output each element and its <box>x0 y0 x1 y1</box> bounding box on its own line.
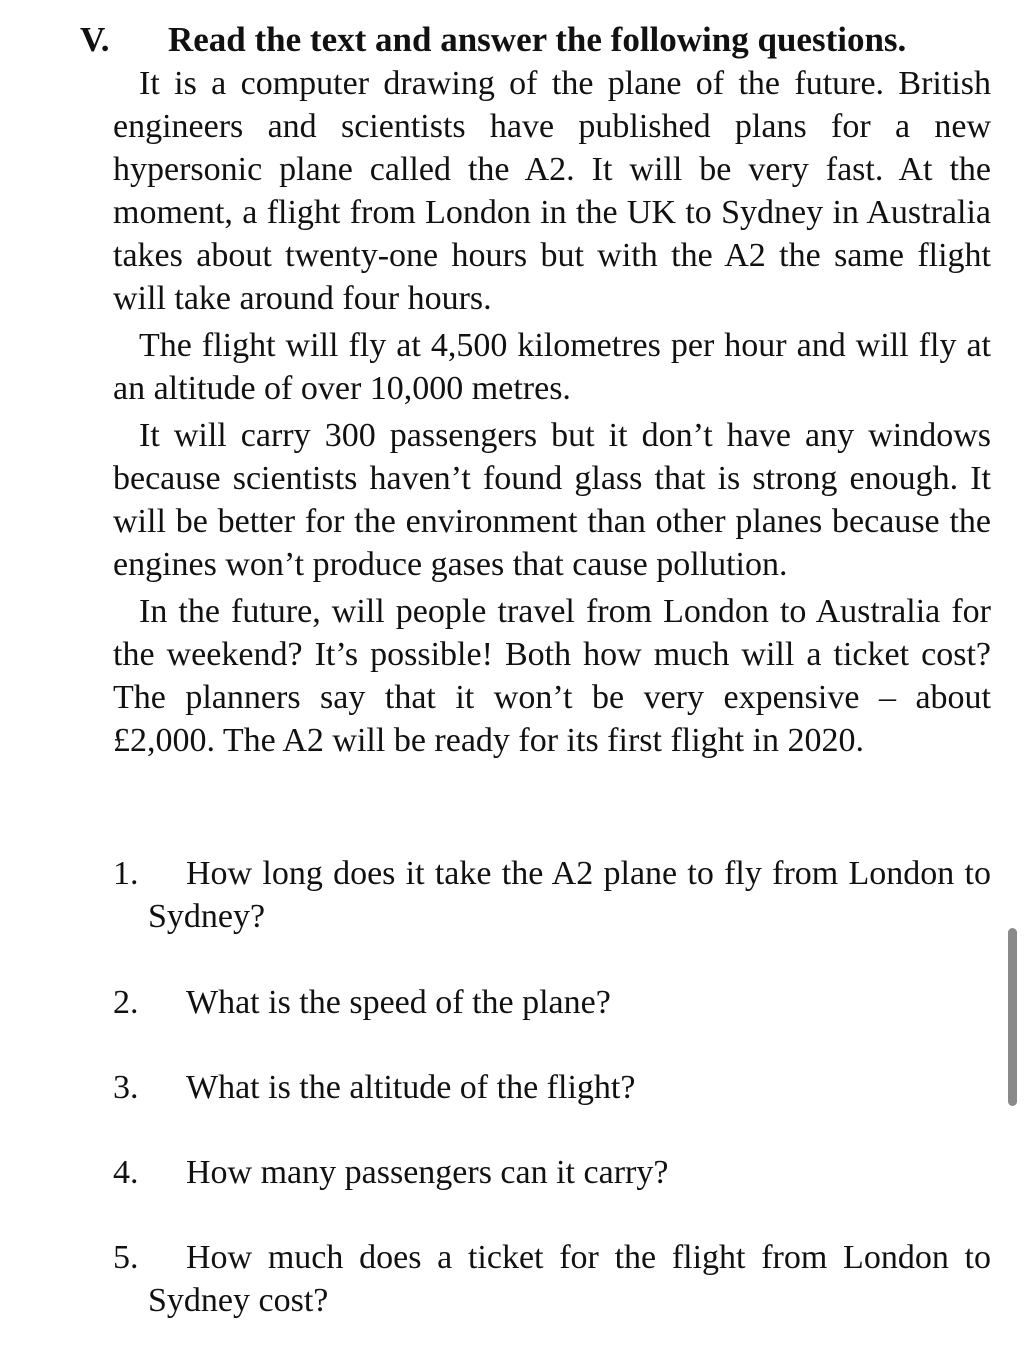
section-header <box>80 14 1010 66</box>
question-text: How many passengers can it carry? <box>186 1154 669 1191</box>
question-number: 3. <box>113 1069 139 1106</box>
question-number: 5. <box>113 1239 139 1276</box>
section-number: V. <box>80 20 110 59</box>
passage-paragraph: It is a computer drawing of the plane of the future. British engineers and scientists have published plans for a new hypersonic plane called the A2. It will be very fast. At the moment, a flight from London in the UK to Sydney in Australia takes about twenty-one hours but with the A2 the same flight will take around four hours. <box>113 65 991 317</box>
question-text: How long does it take the A2 plane to fly from London to Sydney? <box>148 855 991 935</box>
question-number: 4. <box>113 1154 139 1191</box>
passage-paragraph: In the future, will people travel from London to Australia for the weekend? It’s possible! Both how much will a ticket cost? The planners say that it won’t be very expensive – about £2,000. The A2 will be ready for its first flight in 2020. <box>113 593 991 759</box>
question-text: What is the speed of the plane? <box>186 984 611 1021</box>
question-number: 1. <box>113 855 139 892</box>
question-text: How much does a ticket for the flight from London to Sydney cost? <box>148 1239 991 1319</box>
scrollbar-thumb[interactable] <box>1008 928 1017 1106</box>
question-item <box>113 1151 991 1194</box>
passage-paragraph: It will carry 300 passengers but it don’t have any windows because scientists haven’t found glass that is strong enough. It will be better for the environment than other planes because the engines won’t produce gases that cause pollution. <box>113 417 991 583</box>
reading-passage <box>113 62 991 766</box>
passage-paragraph: The flight will fly at 4,500 kilometres per hour and will fly at an altitude of over 10,000 metres. <box>113 327 991 407</box>
question-list <box>113 852 991 1364</box>
section-instruction: Read the text and answer the following questions. <box>168 20 907 59</box>
question-number: 2. <box>113 984 139 1021</box>
question-item <box>113 1066 991 1109</box>
question-text: What is the altitude of the flight? <box>186 1069 636 1106</box>
question-item <box>113 852 991 938</box>
question-item <box>113 981 991 1024</box>
question-item <box>113 1236 991 1322</box>
